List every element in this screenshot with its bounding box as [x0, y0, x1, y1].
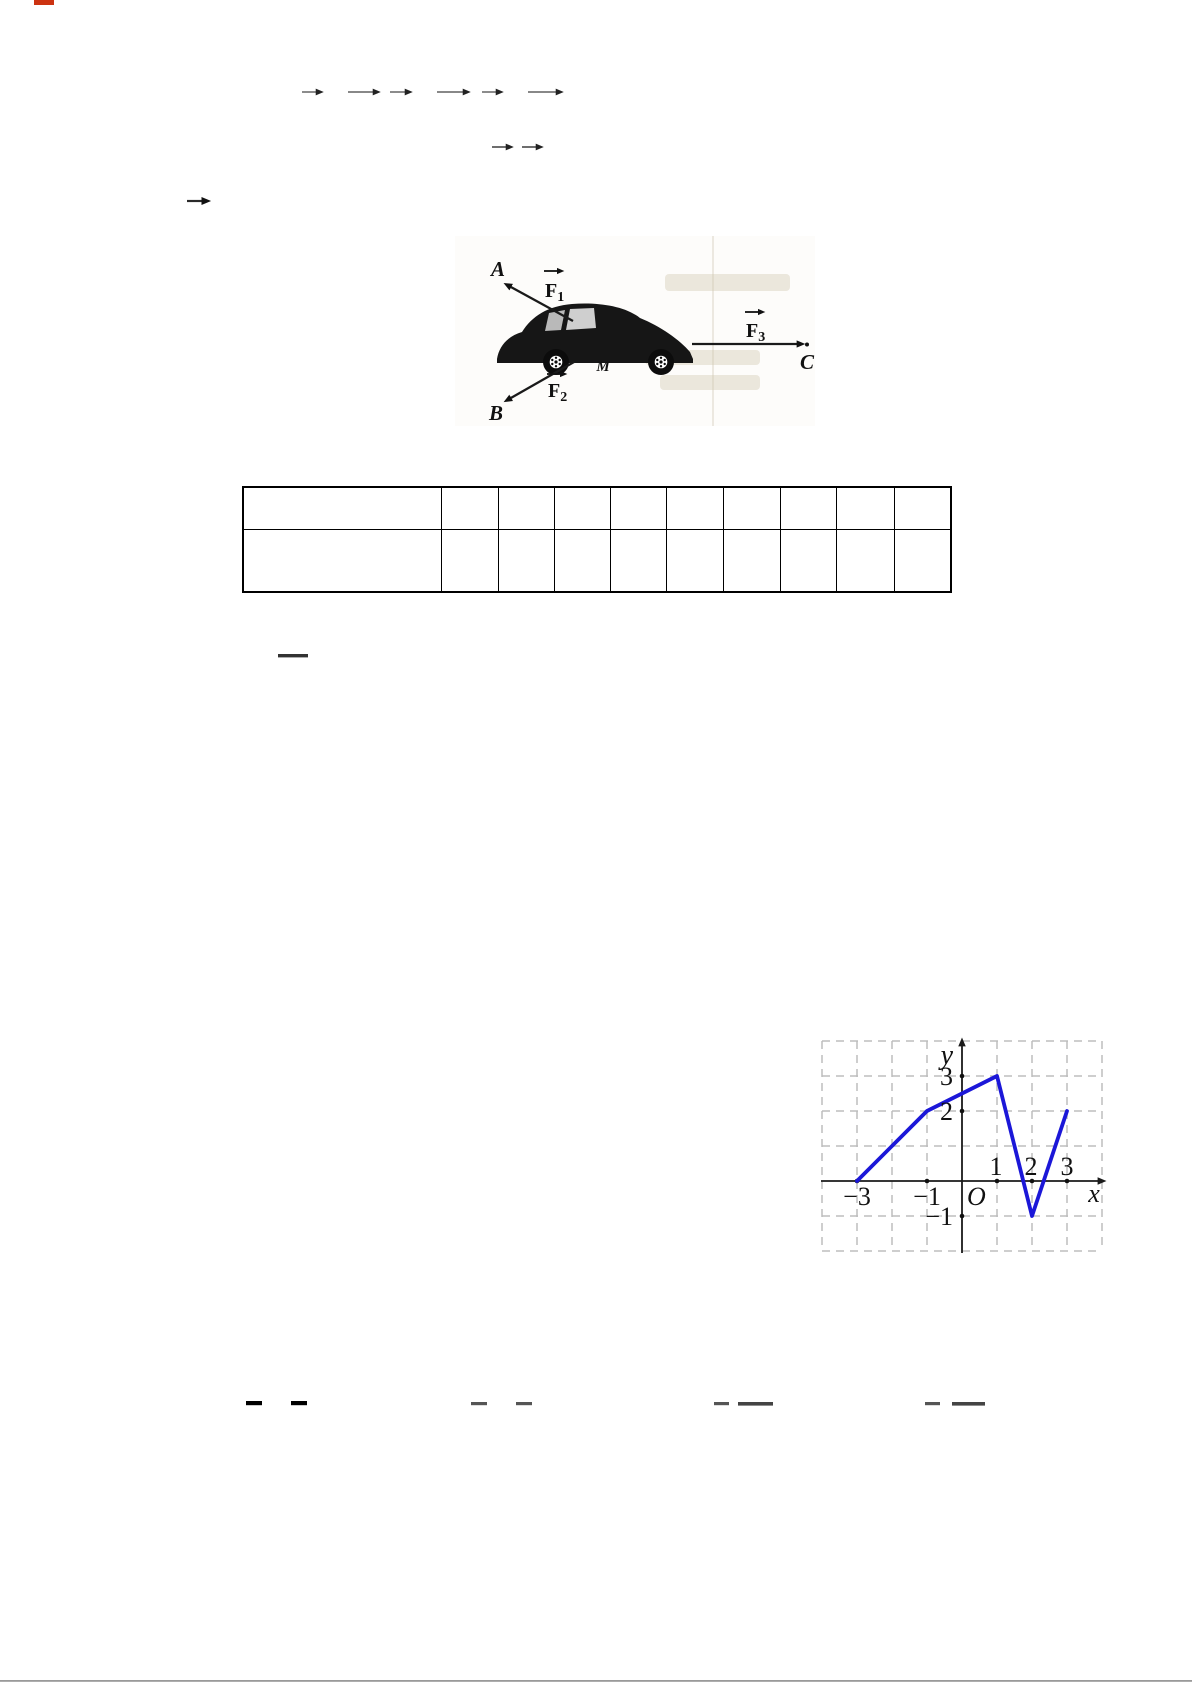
y-tick-2: 2 [940, 1097, 953, 1126]
table-cell [441, 487, 498, 530]
x-tick-2: 2 [1024, 1152, 1038, 1181]
point-a-label: A [490, 257, 506, 281]
table-cell [894, 530, 951, 593]
y-tick-minus1: −1 [925, 1202, 953, 1231]
car-rear-wheel [648, 349, 674, 375]
origin-label: O [967, 1182, 986, 1211]
y-axis-label: y [940, 1040, 953, 1071]
table-cell [780, 530, 836, 593]
y-tick-3: 3 [940, 1062, 953, 1091]
table-cell [894, 487, 951, 530]
table-cell [498, 530, 554, 593]
table-cell [554, 530, 610, 593]
table-cell [243, 487, 441, 530]
bottom-formula-bars [246, 1401, 985, 1406]
point-c-label: C [799, 350, 815, 374]
car-forces-figure [440, 230, 830, 430]
x-tick-minus3: −3 [843, 1182, 871, 1211]
table-cell [666, 487, 723, 530]
table-cell [836, 487, 894, 530]
force-f3-endpoint-dot [805, 343, 809, 347]
function-graph [790, 1015, 1120, 1265]
force-f3-label: $F_3$ [746, 320, 766, 345]
table-cell [666, 530, 723, 593]
table-cell [723, 530, 780, 593]
footer-line [0, 1680, 1192, 1682]
table-cell [243, 530, 441, 593]
fraction-bar-mark [278, 654, 308, 657]
x-tick-1: 1 [989, 1152, 1003, 1181]
answer-table [242, 486, 952, 593]
mass-point-label: M [596, 359, 610, 375]
table-cell [723, 487, 780, 530]
x-tick-minus1: −1 [913, 1182, 941, 1211]
table-header-row [243, 487, 951, 530]
force-f1-label: $F_1$ [545, 280, 565, 305]
table-cell [498, 487, 554, 530]
red-scan-mark [34, 0, 54, 5]
table-cell [610, 487, 666, 530]
table-body-row [243, 530, 951, 593]
x-tick-3: 3 [1060, 1152, 1074, 1181]
table-cell [780, 487, 836, 530]
table-cell [610, 530, 666, 593]
table-cell [836, 530, 894, 593]
x-axis-label: x [1088, 1179, 1100, 1208]
force-f2-label: $F_2$ [548, 380, 568, 405]
table-cell [554, 487, 610, 530]
point-b-label: B [488, 401, 504, 425]
table-cell [441, 530, 498, 593]
